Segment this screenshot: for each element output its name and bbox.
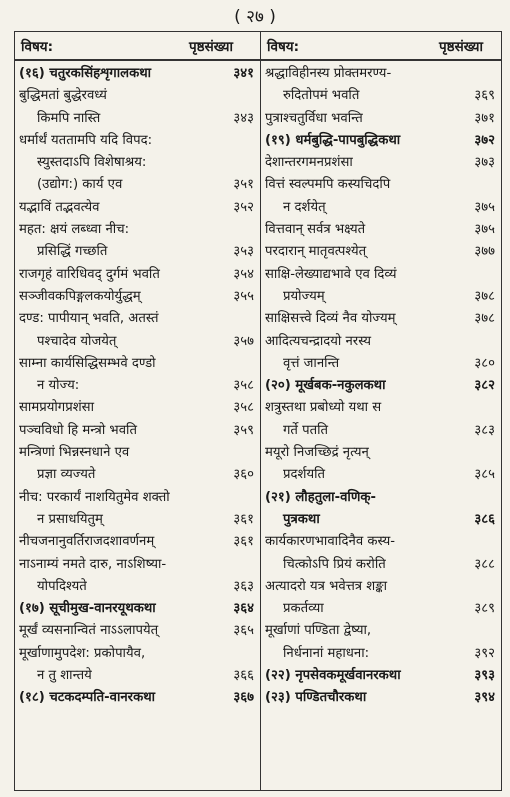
toc-entry	[15, 308, 260, 330]
toc-entry	[15, 665, 260, 687]
toc-entry	[15, 576, 260, 598]
right-pages-heading: पृष्ठसंख्या	[439, 39, 483, 55]
entry-page-number: ३९३	[474, 668, 495, 684]
contents-table	[14, 31, 502, 791]
entry-title: वृत्तं जानन्ति	[283, 355, 340, 371]
entry-title: निर्धनानां महाधना:	[283, 645, 370, 661]
toc-entry	[15, 620, 260, 642]
toc-entry	[261, 509, 501, 531]
toc-entry	[261, 397, 501, 419]
toc-entry	[261, 487, 501, 509]
entry-page-number: ३७२	[474, 132, 495, 148]
toc-entry	[261, 308, 501, 330]
toc-entry	[261, 665, 501, 687]
right-column	[261, 63, 501, 710]
toc-entry	[15, 554, 260, 576]
table-header	[15, 32, 501, 61]
toc-entry	[261, 108, 501, 130]
entry-page-number: ३५५	[233, 288, 254, 304]
entry-page-number: ३५७	[233, 333, 254, 349]
entry-title: सञ्जीवकपिङ्गलकयोर्युद्धम्	[19, 288, 141, 304]
toc-entry	[15, 464, 260, 486]
toc-entry	[261, 85, 501, 107]
toc-entry	[15, 108, 260, 130]
toc-entry	[261, 598, 501, 620]
entry-page-number: ३७८	[474, 288, 495, 304]
right-subject-heading: विषय:	[267, 39, 300, 55]
entry-title: (२२) नृपसेवकमूर्खवानरकथा	[265, 668, 401, 684]
entry-title: वित्तं स्वल्पमपि कस्यचिदपि	[265, 177, 391, 193]
entry-page-number: ३८६	[474, 511, 495, 527]
entry-title: (१६) चतुरकसिंहशृगालकथा	[19, 66, 152, 81]
toc-entry	[261, 643, 501, 665]
entry-title: साक्षि-लेख्याद्यभावे एव दिव्यं	[265, 266, 397, 282]
toc-entry	[261, 174, 501, 196]
toc-entry	[261, 241, 501, 263]
toc-entry	[15, 219, 260, 241]
toc-entry	[261, 464, 501, 486]
entry-title: सामप्रयोगप्रशंसा	[19, 400, 95, 416]
toc-entry	[15, 375, 260, 397]
entry-title: न प्रसाधयितुम्	[37, 511, 103, 527]
entry-page-number: ३६४	[233, 601, 254, 617]
entry-title: मूर्खाणामुपदेश: प्रकोपायैव,	[19, 645, 146, 661]
entry-page-number: ३७७	[474, 244, 495, 260]
toc-entry	[261, 576, 501, 598]
entry-page-number: ३५९	[233, 422, 254, 438]
entry-page-number: ३६९	[474, 88, 495, 104]
entry-title: (२१) लौहतुला-वणिक्-	[265, 489, 376, 505]
entry-page-number: ३७३	[474, 155, 495, 171]
toc-entry	[261, 353, 501, 375]
entry-page-number: ३५३	[233, 244, 254, 260]
entry-title: (उद्योग:) कार्य एव	[37, 177, 123, 193]
entry-title: न दर्शयेत्	[283, 199, 326, 215]
toc-entry	[15, 687, 260, 709]
entry-title: प्रज्ञा व्यज्यते	[37, 467, 96, 483]
entry-page-number: ३८३	[474, 422, 495, 438]
toc-entry	[261, 219, 501, 241]
entry-title: (१९) धर्मबुद्धि-पापबुद्धिकथा	[265, 132, 401, 148]
entry-page-number: ३८०	[474, 355, 495, 371]
entry-title: मयूरो निजच्छिद्रं नृत्यन्	[265, 445, 369, 461]
entry-title: साक्षिसत्त्वे दिव्यं नैव योज्यम्	[265, 311, 396, 327]
entry-page-number: ३६०	[233, 467, 254, 483]
entry-page-number: ३७५	[474, 222, 495, 238]
entry-title: बुद्धिमतां बुद्धेरवध्यं	[19, 88, 107, 104]
toc-entry	[15, 264, 260, 286]
entry-page-number: ३९२	[474, 645, 495, 661]
entry-title: नीच: परकार्यं नाशयितुमेव शक्तो	[19, 489, 170, 505]
entry-page-number: ३६१	[233, 511, 254, 527]
entry-title: पुत्रकथा	[283, 511, 320, 527]
toc-entry	[261, 554, 501, 576]
entry-page-number: ३५८	[233, 400, 254, 416]
entry-title: रुदितोपमं भवति	[283, 88, 360, 104]
entry-page-number: ३७८	[474, 311, 495, 327]
left-column	[15, 63, 260, 710]
toc-entry	[15, 286, 260, 308]
entry-title: वित्तवान् सर्वत्र भक्ष्यते	[265, 222, 366, 238]
entry-title: पञ्चविधो हि मन्त्रो भवति	[19, 422, 137, 438]
entry-page-number: ३५२	[233, 199, 254, 215]
entry-title: परदारान् मातृवत्पश्येत्	[265, 244, 367, 260]
left-pages-heading: पृष्ठसंख्या	[189, 39, 233, 55]
entry-page-number: ३८२	[474, 378, 495, 394]
toc-entry	[15, 509, 260, 531]
entry-title: प्रदर्शयति	[283, 467, 326, 483]
entry-title: प्रकर्तव्या	[283, 601, 324, 617]
entry-title: कार्यकारणभावादिनैव कस्य-	[265, 534, 396, 550]
entry-title: दण्ड: पापीयान् भवति, अतस्तं	[19, 311, 159, 327]
entry-page-number: ३६१	[233, 534, 254, 550]
entry-title: गर्ते पतति	[283, 422, 329, 438]
entry-page-number: ३५१	[233, 177, 254, 193]
entry-title: न योज्य:	[37, 378, 80, 394]
toc-entry	[15, 241, 260, 263]
entry-title: नाऽनाम्यं नमते दारु, नाऽशिष्या-	[19, 556, 167, 572]
toc-entry	[15, 487, 260, 509]
entry-title: न तु शान्तये	[37, 668, 92, 684]
toc-entry	[261, 130, 501, 152]
entry-page-number: ३९४	[474, 690, 495, 706]
entry-page-number: ३७१	[474, 110, 495, 126]
toc-entry	[15, 420, 260, 442]
toc-entry	[261, 197, 501, 219]
toc-entry	[15, 197, 260, 219]
left-subject-heading: विषय:	[21, 39, 54, 55]
entry-title: (१८) चटकदम्पति-वानरकथा	[19, 690, 156, 706]
entry-title: पुत्राश्चतुर्विधा भवन्ति	[265, 110, 363, 126]
entry-title: महत: क्षयं लब्ध्वा नीच:	[19, 222, 130, 238]
entry-title: आदित्यचन्द्रादयो नरस्य	[265, 333, 371, 349]
entry-page-number: ३४१	[233, 66, 254, 81]
toc-entry	[261, 420, 501, 442]
entry-page-number: ३६३	[233, 578, 254, 594]
toc-entry	[15, 442, 260, 464]
entry-title: किमपि नास्ति	[37, 110, 101, 126]
toc-entry	[261, 331, 501, 353]
toc-entry	[15, 397, 260, 419]
entry-title: योपदिश्यते	[37, 578, 87, 594]
entry-title: यद्भाविं तद्भवत्येव	[19, 199, 100, 215]
entry-title: मन्त्रिणां भिन्नस्नधाने एव	[19, 445, 130, 461]
entry-title: शत्रुस्तथा प्रबोध्यो यथा स	[265, 400, 382, 416]
entry-title: मूर्खं व्यसनान्वितं नाऽऽलापयेत्	[19, 623, 159, 639]
toc-entry	[15, 174, 260, 196]
entry-title: प्रयोज्यम्	[283, 288, 325, 304]
toc-entry	[261, 442, 501, 464]
toc-entry	[261, 375, 501, 397]
toc-entry	[15, 130, 260, 152]
toc-entry	[15, 643, 260, 665]
toc-entry	[261, 286, 501, 308]
entry-title: (१७) सूचीमुख-वानरयूथकथा	[19, 601, 156, 617]
toc-entry	[15, 63, 260, 85]
entry-page-number: ३४३	[233, 110, 254, 126]
entry-page-number: ३८५	[474, 467, 495, 483]
entry-page-number: ३५४	[233, 266, 254, 282]
entry-page-number: ३५८	[233, 378, 254, 394]
entry-title: प्रसिद्धिं गच्छति	[37, 244, 108, 260]
entry-title: पश्चादेव योजयेत्	[37, 333, 117, 349]
entry-title: (२०) मूर्खबक-नकुलकथा	[265, 378, 386, 394]
toc-entry	[15, 152, 260, 174]
entry-title: श्रद्धाविहीनस्य प्रोक्तमरण्य-	[265, 66, 392, 81]
entry-page-number: ३६७	[233, 690, 254, 706]
toc-entry	[261, 620, 501, 642]
entry-title: राजगृहं वारिधिवद् दुर्गमं भवति	[19, 266, 160, 282]
entry-title: (२३) पण्डितचौरकथा	[265, 690, 367, 706]
entry-page-number: ३८९	[474, 601, 495, 617]
toc-entry	[261, 264, 501, 286]
entry-title: अत्यादरो यत्र भवेत्तत्र शङ्का	[265, 578, 388, 594]
entry-title: मूर्खाणां पण्डिता द्वेष्या,	[265, 623, 372, 639]
page-number: ( २७ )	[234, 7, 276, 27]
toc-entry	[261, 687, 501, 709]
toc-entry	[261, 63, 501, 85]
entry-title: साम्ना कार्यसिद्धिसम्भवे दण्डो	[19, 355, 156, 371]
entry-title: चित्कोऽपि प्रियं करोति	[283, 556, 386, 572]
toc-entry	[261, 152, 501, 174]
entry-page-number: ३७५	[474, 199, 495, 215]
entry-title: स्युस्तदाऽपि विशेषाश्रय:	[37, 155, 147, 171]
entry-page-number: ३६६	[233, 668, 254, 684]
entry-title: धर्मार्थं यततामपि यदि विपद:	[19, 132, 153, 148]
toc-entry	[15, 531, 260, 553]
entry-title: नीचजनानुवर्तिराजदशावर्णनम्	[19, 534, 155, 550]
entry-title: देशान्तरगमनप्रशंसा	[265, 155, 353, 171]
toc-entry	[261, 531, 501, 553]
toc-entry	[15, 353, 260, 375]
toc-entry	[15, 598, 260, 620]
entry-page-number: ३८८	[474, 556, 495, 572]
toc-entry	[15, 331, 260, 353]
entry-page-number: ३६५	[233, 623, 254, 639]
toc-entry	[15, 85, 260, 107]
